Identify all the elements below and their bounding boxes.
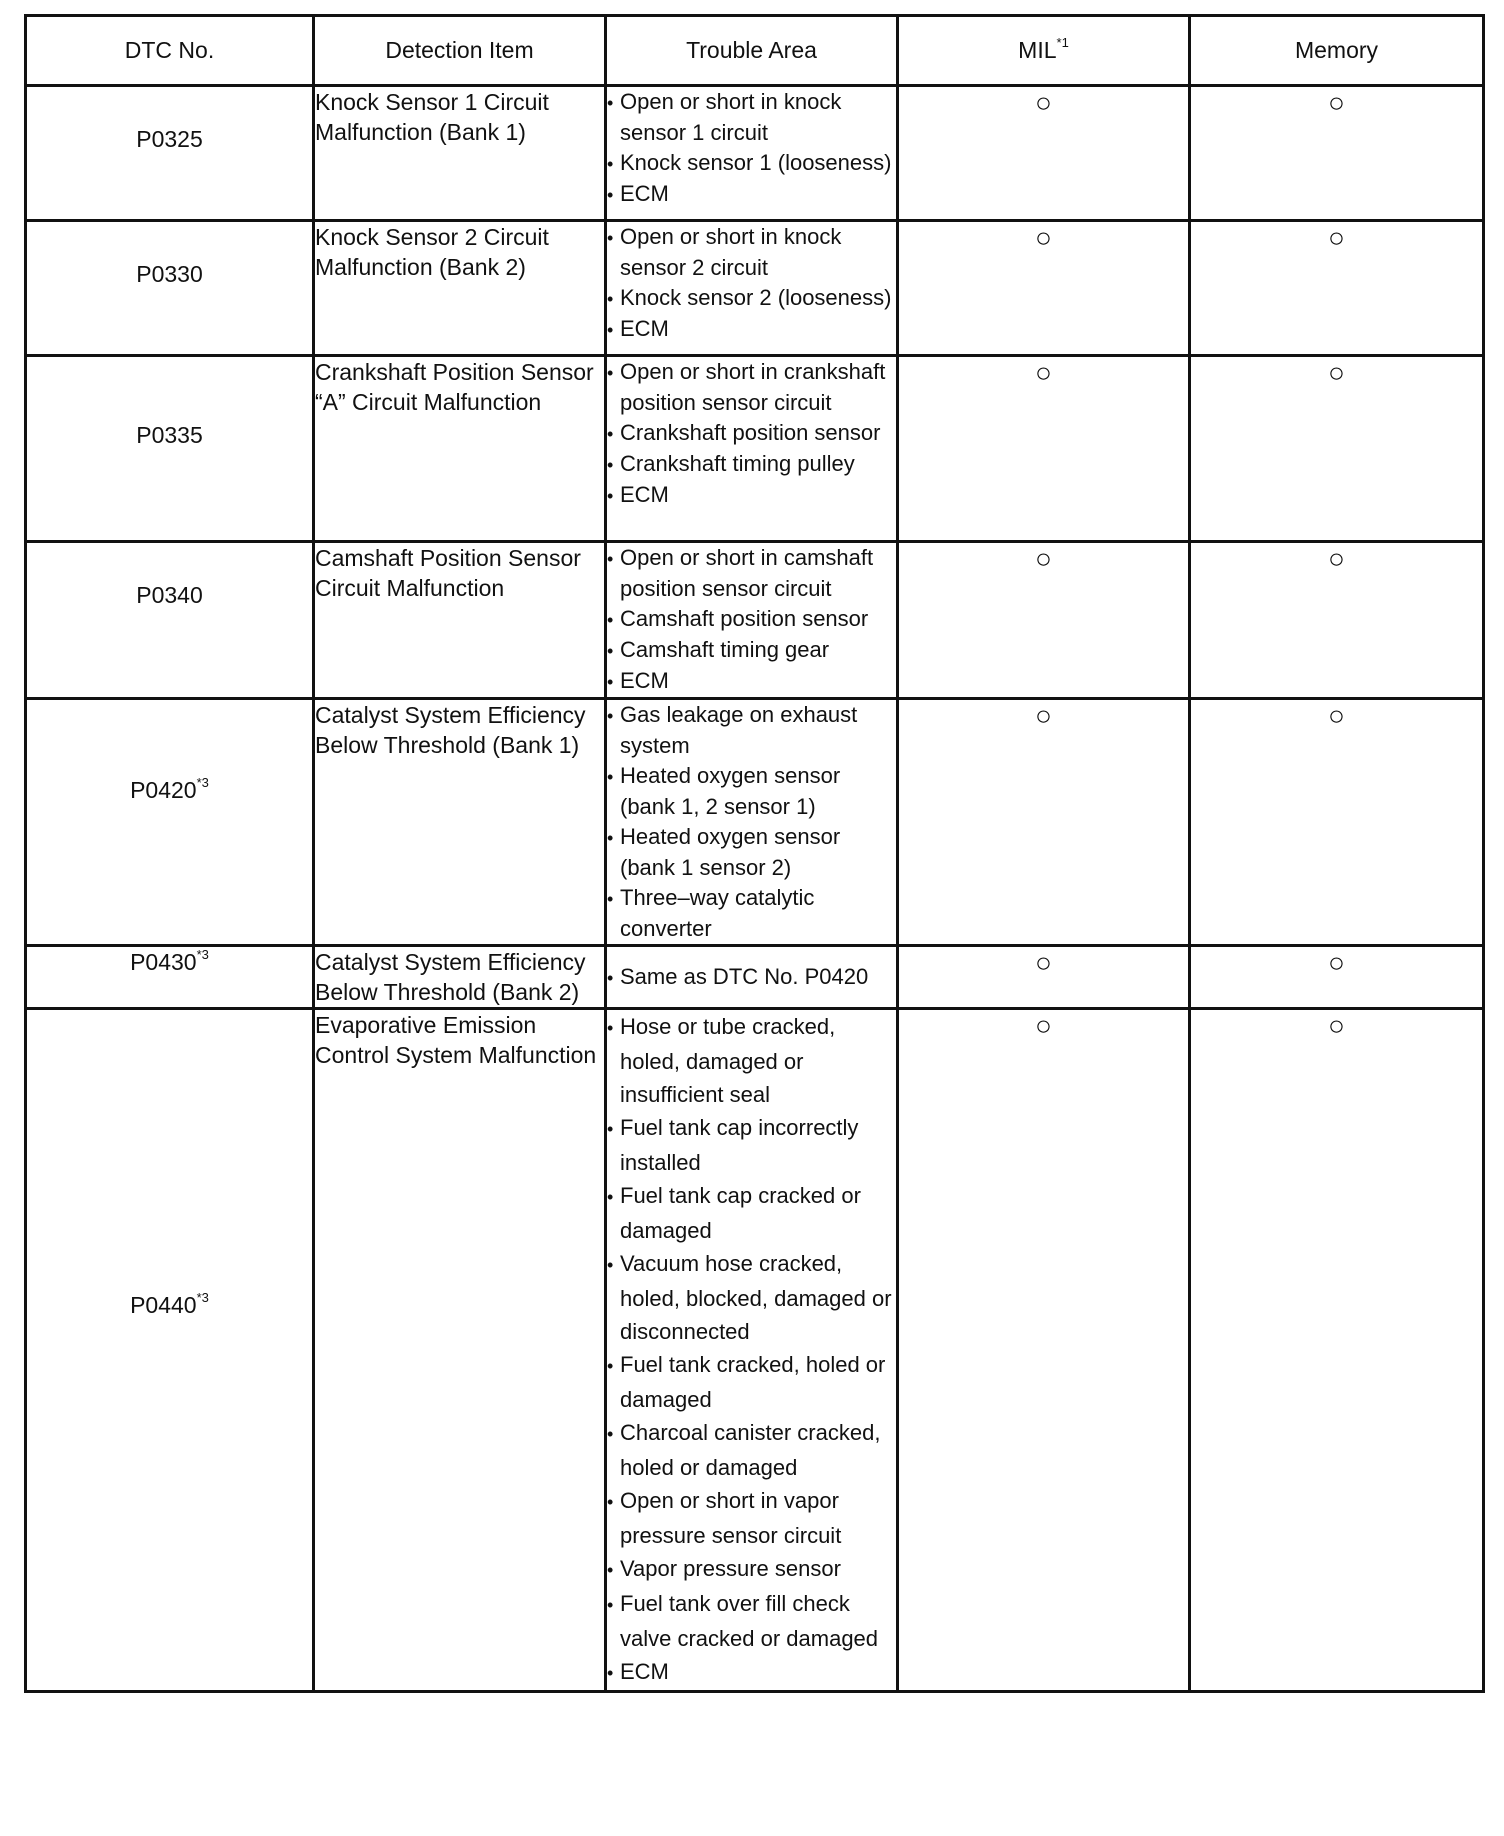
trouble-area-cell [606,86,898,221]
header-row [26,16,1484,86]
memory-cell [1190,86,1484,221]
dtc-cell [26,221,314,356]
memory-circle-mark: ○ [1328,700,1345,731]
dtc-code-text: P0325 [136,126,203,152]
dtc-code [27,357,312,449]
mil-cell [898,86,1190,221]
dtc-footnote-marker: *3 [196,947,209,963]
trouble-area-item [607,449,896,480]
trouble-area-item [607,1552,896,1587]
mil-cell [898,542,1190,699]
table-row [26,1009,1484,1692]
dtc-cell [26,699,314,946]
memory-cell [1190,699,1484,946]
dtc-cell [26,1009,314,1692]
trouble-area-text: Crankshaft position sensor [620,420,881,445]
mil-circle-mark: ○ [1035,700,1052,731]
trouble-area-text: ECM [620,1659,669,1684]
table-row [26,86,1484,221]
trouble-area-text: Camshaft position sensor [620,606,869,631]
trouble-area-cell [606,542,898,699]
dtc-code [27,87,312,153]
dtc-code [27,1010,312,1319]
memory-circle-mark: ○ [1328,543,1345,574]
trouble-area-text: Fuel tank over fill check valve cracked or damaged [620,1591,879,1651]
trouble-area-item [607,543,896,604]
header-detection-item: Detection Item [314,16,606,86]
memory-cell [1190,946,1484,1009]
dtc-code-text: P0330 [136,261,203,287]
trouble-area-item [607,700,896,761]
trouble-area-text: ECM [620,668,669,693]
trouble-area-item [607,314,896,345]
trouble-area-text: Open or short in vapor pressure sensor circuit [620,1488,842,1548]
memory-cell [1190,1009,1484,1692]
trouble-area-text: Heated oxygen sensor (bank 1, 2 sensor 1) [620,763,841,819]
mil-circle-mark: ○ [1035,1010,1052,1041]
trouble-area-text: Fuel tank cracked, holed or damaged [620,1352,886,1412]
header-dtc-no: DTC No. [26,16,314,86]
header-mil: MIL$^{*1}$ [898,16,1190,86]
dtc-code-text: P0440 [130,1292,197,1318]
table-row [26,221,1484,356]
memory-cell [1190,221,1484,356]
trouble-area-text: Gas leakage on exhaust system [620,702,858,758]
table-row [26,542,1484,699]
memory-cell [1190,356,1484,542]
trouble-area-item [607,418,896,449]
trouble-area-item [607,635,896,666]
dtc-code-text: P0340 [136,582,203,608]
mil-circle-mark: ○ [1035,87,1052,118]
trouble-area-text: Fuel tank cap cracked or damaged [620,1183,861,1243]
mil-circle-mark: ○ [1035,222,1052,253]
trouble-area-text: Hose or tube cracked, holed, damaged or insufficient seal [620,1014,836,1107]
trouble-area-item [607,1655,896,1690]
trouble-area-cell [606,1009,898,1692]
trouble-area-cell [606,356,898,542]
trouble-area-item [607,761,896,822]
dtc-code [27,543,312,609]
trouble-area-text: Same as DTC No. P0420 [620,963,869,989]
memory-cell [1190,542,1484,699]
trouble-area-text: Open or short in crankshaft position sensor circuit [620,359,886,415]
trouble-area-item [607,1179,896,1247]
detection-item-cell: Knock Sensor 2 Circuit Malfunction (Bank 2) [314,221,606,356]
mil-cell [898,356,1190,542]
mil-cell [898,699,1190,946]
trouble-area-item [607,87,896,148]
trouble-area-text: ECM [620,181,669,206]
trouble-area-item [607,883,896,944]
trouble-area-item [607,283,896,314]
mil-cell [898,946,1190,1009]
table-row [26,946,1484,1009]
header-trouble-area: Trouble Area [606,16,898,86]
dtc-cell [26,86,314,221]
trouble-area-item [607,822,896,883]
dtc-footnote-marker: *3 [196,775,209,791]
trouble-area-text: Open or short in knock sensor 1 circuit [620,89,842,145]
trouble-area-item [607,1348,896,1416]
trouble-area-text: Knock sensor 2 (looseness) [620,285,892,310]
dtc-cell [26,356,314,542]
memory-circle-mark: ○ [1328,357,1345,388]
trouble-area-item [607,1111,896,1179]
detection-item-cell: Camshaft Position Sensor Circuit Malfunction [314,542,606,699]
trouble-area-text: Open or short in camshaft position sensor circuit [620,545,874,601]
trouble-area-item [607,1247,896,1348]
trouble-area-cell [606,221,898,356]
memory-circle-mark: ○ [1328,222,1345,253]
dtc-cell [26,542,314,699]
trouble-area-text: Fuel tank cap incorrectly installed [620,1115,859,1175]
trouble-area-text: Crankshaft timing pulley [620,451,855,476]
trouble-area-cell [606,946,898,1009]
mil-cell [898,1009,1190,1692]
trouble-area-text: ECM [620,482,669,507]
trouble-area-item [607,1587,896,1655]
detection-item-cell: Crankshaft Position Sensor “A” Circuit Malfunction [314,356,606,542]
dtc-cell [26,946,314,1009]
trouble-area-item [607,480,896,511]
mil-footnote-marker: *1 [1056,35,1069,51]
mil-cell [898,221,1190,356]
trouble-area-item [607,1484,896,1552]
detection-item-cell: Knock Sensor 1 Circuit Malfunction (Bank 1) [314,86,606,221]
table-row [26,699,1484,946]
trouble-area-item [607,357,896,418]
dtc-code-text: P0335 [136,422,203,448]
trouble-area-text: Knock sensor 1 (looseness) [620,150,892,175]
trouble-area-text: Charcoal canister cracked, holed or damaged [620,1420,881,1480]
trouble-area-item [607,962,896,993]
detection-item-cell: Catalyst System Efficiency Below Threshold (Bank 2) [314,946,606,1009]
trouble-area-item [607,1010,896,1111]
trouble-area-text: Vacuum hose cracked, holed, blocked, damaged or disconnected [620,1251,892,1344]
mil-circle-mark: ○ [1035,543,1052,574]
trouble-area-item [607,222,896,283]
dtc-code [27,222,312,288]
dtc-code-text: P0430 [130,949,197,975]
dtc-code [27,700,312,804]
trouble-area-item [607,666,896,697]
memory-circle-mark: ○ [1328,1010,1345,1041]
trouble-area-text: Heated oxygen sensor (bank 1 sensor 2) [620,824,841,880]
table-row [26,356,1484,542]
dtc-code [27,947,312,976]
memory-circle-mark: ○ [1328,87,1345,118]
trouble-area-text: ECM [620,316,669,341]
mil-circle-mark: ○ [1035,947,1052,978]
detection-item-cell: Catalyst System Efficiency Below Threshold (Bank 1) [314,699,606,946]
dtc-code-text: P0420 [130,777,197,803]
trouble-area-item [607,604,896,635]
trouble-area-cell [606,699,898,946]
detection-item-cell: Evaporative Emission Control System Malfunction [314,1009,606,1692]
mil-circle-mark: ○ [1035,357,1052,388]
trouble-area-text: Vapor pressure sensor [620,1556,841,1581]
trouble-area-text: Three–way catalytic converter [620,885,815,941]
trouble-area-text: Camshaft timing gear [620,637,830,662]
dtc-table [24,14,1485,1693]
trouble-area-item [607,179,896,210]
header-memory: Memory [1190,16,1484,86]
trouble-area-item [607,1416,896,1484]
dtc-footnote-marker: *3 [196,1290,209,1306]
memory-circle-mark: ○ [1328,947,1345,978]
trouble-area-text: Open or short in knock sensor 2 circuit [620,224,842,280]
trouble-area-item [607,148,896,179]
